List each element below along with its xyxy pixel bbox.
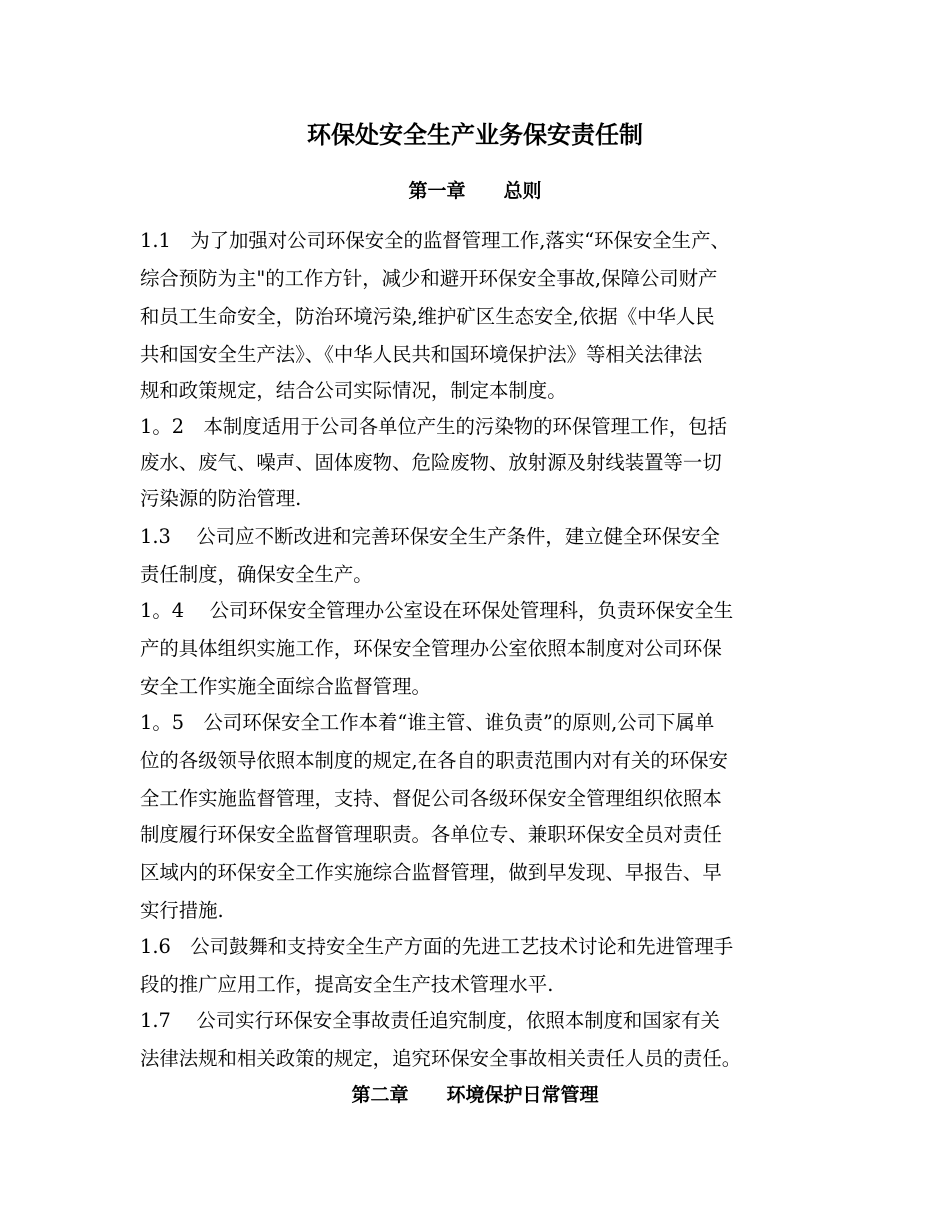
paragraph-line: 安全工作实施全面综合监督管理。 xyxy=(140,675,431,698)
paragraph-line: 实行措施. xyxy=(140,899,224,922)
paragraph-line: 1.7 公司实行环保安全事故责任追究制度，依照本制度和国家有关 xyxy=(140,1009,720,1032)
paragraph-line: 1.6 公司鼓舞和支持安全生产方面的先进工艺技术讨论和先进管理手 xyxy=(140,935,734,958)
paragraph-line: 产的具体组织实施工作，环保安全管理办公室依照本制度对公司环保 xyxy=(140,637,722,660)
paragraph-line: 废水、废气、噪声、固体废物、危险废物、放射源及射线装置等一切 xyxy=(140,451,722,474)
paragraph-line: 1.1 为了加强对公司环保安全的监督管理工作,落实“环保安全生产、 xyxy=(140,229,730,252)
paragraph-line: 制度履行环保安全监督管理职责。各单位专、兼职环保安全员对责任 xyxy=(140,823,722,846)
paragraph-line: 共和国安全生产法》、《中华人民共和国环境保护法》等相关法律法 xyxy=(140,343,703,366)
paragraph-line: 规和政策规定，结合公司实际情况，制定本制度。 xyxy=(140,379,567,402)
chapter-1-heading: 第一章 总则 xyxy=(408,180,542,202)
paragraph-line: 1。4 公司环保安全管理办公室设在环保处管理科，负责环保安全生 xyxy=(140,599,734,622)
paragraph-line: 全工作实施监督管理，支持、督促公司各级环保安全管理组织依照本 xyxy=(140,787,722,810)
paragraph-line: 1。5 公司环保安全工作本着“谁主管、谁负责”的原则,公司下属单 xyxy=(140,711,715,734)
chapter-2-heading: 第二章 环境保护日常管理 xyxy=(351,1084,599,1106)
paragraph-line: 污染源的防治管理. xyxy=(140,487,302,510)
paragraph-line: 法律法规和相关政策的规定，追究环保安全事故相关责任人员的责任。 xyxy=(140,1047,742,1070)
paragraph-line: 1。2 本制度适用于公司各单位产生的污染物的环保管理工作，包括 xyxy=(140,415,728,438)
paragraph-line: 位的各级领导依照本制度的规定,在各自的职责范围内对有关的环保安 xyxy=(140,749,728,772)
paragraph-line: 1.3 公司应不断改进和完善环保安全生产条件，建立健全环保安全 xyxy=(140,525,720,548)
paragraph-line: 责任制度，确保安全生产。 xyxy=(140,563,373,586)
paragraph-line: 区域内的环保安全工作实施综合监督管理，做到早发现、早报告、早 xyxy=(140,861,722,884)
paragraph-line: 段的推广应用工作，提高安全生产技术管理水平. xyxy=(140,973,554,996)
paragraph-line: 综合预防为主"的工作方针，减少和避开环保安全事故,保障公司财产 xyxy=(140,267,718,290)
document-title: 环保处安全生产业务保安责任制 xyxy=(307,121,643,149)
paragraph-line: 和员工生命安全，防治环境污染,维护矿区生态安全,依据《中华人民 xyxy=(140,305,715,328)
